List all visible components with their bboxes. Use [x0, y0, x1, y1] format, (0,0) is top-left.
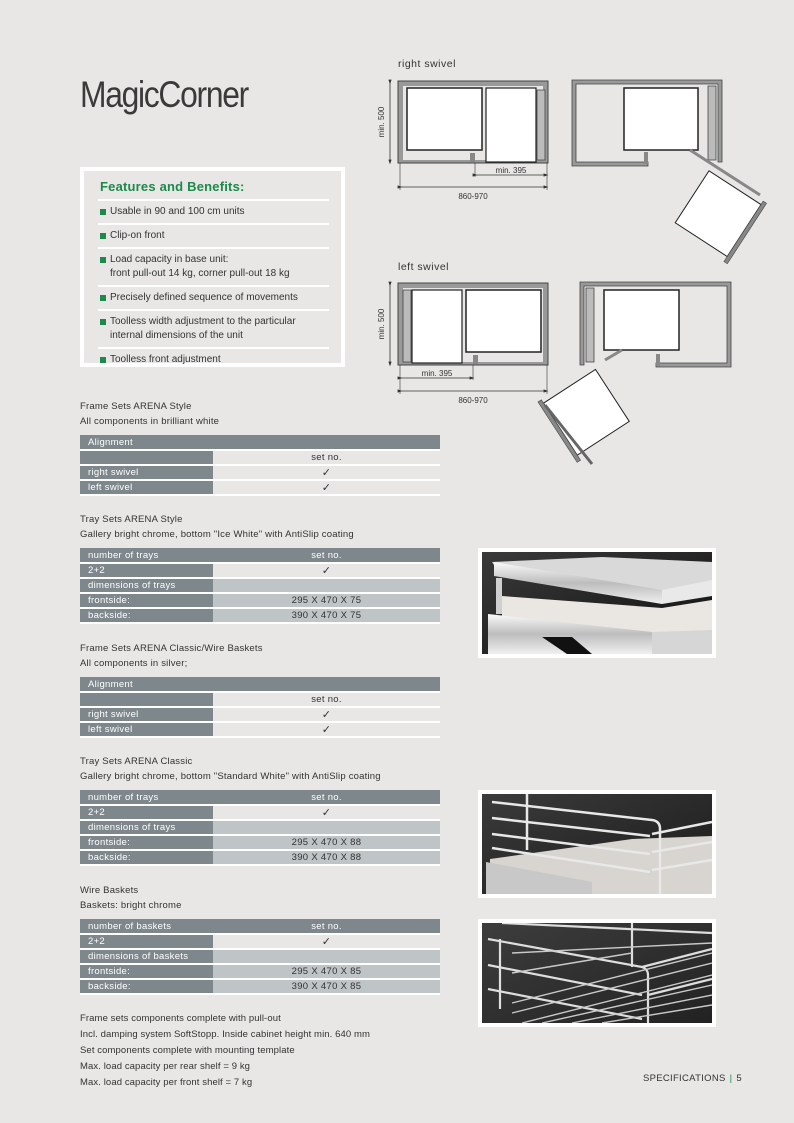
row-value-cell: set no.: [213, 692, 440, 707]
feature-text: Load capacity in base unit:: [110, 254, 229, 265]
table-row: [80, 578, 440, 593]
spec-table-frame-arena-style: [80, 435, 440, 496]
right-swivel-open-diagram: [572, 80, 767, 264]
row-label-cell: frontside:: [80, 835, 213, 850]
notes: [80, 1011, 370, 1091]
table-header-row: [80, 677, 440, 692]
section-title: Frame Sets ARENA Style: [80, 401, 192, 412]
row-value-cell: 390 X 470 X 85: [213, 979, 440, 994]
row-label-cell: 2+2: [80, 563, 213, 578]
row-value-cell: 390 X 470 X 88: [213, 850, 440, 865]
section-subtitle: Baskets: bright chrome: [80, 900, 182, 911]
left-width-dim: 860-970: [458, 396, 488, 405]
check-icon: ✓: [213, 722, 440, 737]
tray-arena-style-photo: [478, 548, 716, 658]
note-line: Incl. damping system SoftStopp. Inside cabinet height min. 640 mm: [80, 1029, 371, 1040]
row-value-cell: set no.: [213, 450, 440, 465]
table-row: [80, 964, 440, 979]
row-value-cell: set no.: [213, 548, 440, 563]
table-row: [80, 563, 440, 578]
row-label-cell: number of trays: [80, 790, 213, 805]
left-inner-dim: min. 395: [421, 369, 453, 378]
table-row: [80, 850, 440, 865]
left-swivel-label: left swivel: [398, 261, 450, 273]
row-label-cell: right swivel: [80, 465, 213, 480]
feature-text: Toolless front adjustment: [110, 354, 221, 365]
row-value-cell: set no.: [213, 919, 440, 934]
check-icon: ✓: [213, 934, 440, 949]
row-value-cell: 390 X 470 X 75: [213, 608, 440, 623]
section-subtitle: All components in brilliant white: [80, 416, 220, 427]
check-icon: ✓: [213, 563, 440, 578]
row-value-cell: [213, 820, 440, 835]
feature-text-cont: internal dimensions of the unit: [110, 330, 243, 341]
feature-text: Toolless width adjustment to the particular: [110, 316, 296, 327]
header-cell: Alignment: [80, 435, 213, 450]
table-row: [80, 450, 440, 465]
table-row: [80, 722, 440, 737]
section-heading: [80, 641, 263, 671]
table-row: [80, 934, 440, 949]
section-title: Frame Sets ARENA Classic/Wire Baskets: [80, 643, 263, 654]
feature-text: Precisely defined sequence of movements: [110, 292, 298, 303]
left-swivel-closed-diagram: [390, 283, 548, 394]
check-icon: ✓: [213, 707, 440, 722]
table-row: [80, 480, 440, 495]
section-title: Tray Sets ARENA Style: [80, 514, 183, 525]
row-label-cell: backside:: [80, 608, 213, 623]
right-depth-dim: min. 500: [377, 106, 386, 138]
row-value-cell: 295 X 470 X 85: [213, 964, 440, 979]
section-heading: [80, 883, 182, 913]
table-row: [80, 692, 440, 707]
row-label-cell: 2+2: [80, 805, 213, 820]
table-row: [80, 608, 440, 623]
row-label-cell: 2+2: [80, 934, 213, 949]
table-header-row: [80, 919, 440, 934]
note-line: Set components complete with mounting template: [80, 1045, 295, 1056]
wire-basket-photo: [478, 919, 716, 1027]
row-label-cell: number of baskets: [80, 919, 213, 934]
table-row: [80, 949, 440, 964]
row-label-cell: left swivel: [80, 722, 213, 737]
note-line: Max. load capacity per front shelf = 7 kg: [80, 1077, 253, 1088]
row-label-cell: backside:: [80, 979, 213, 994]
row-label-cell: Alignment: [80, 677, 213, 692]
spec-table-tray-arena-style: [80, 548, 440, 624]
table-row: [80, 465, 440, 480]
row-label-cell: dimensions of baskets: [80, 949, 213, 964]
section-subtitle: Gallery bright chrome, bottom "Standard White" with AntiSlip coating: [80, 771, 381, 782]
table-row: [80, 707, 440, 722]
row-value-cell: 295 X 470 X 88: [213, 835, 440, 850]
row-value-cell: [213, 949, 440, 964]
right-swivel-label: right swivel: [398, 58, 456, 70]
table-row: [80, 820, 440, 835]
section-subtitle: All components in silver;: [80, 658, 188, 669]
row-label-cell: frontside:: [80, 593, 213, 608]
page-number: 5: [736, 1073, 742, 1084]
spec-table-wire-baskets: [80, 919, 440, 995]
table-row: [80, 835, 440, 850]
feature-text: Clip-on front: [110, 230, 165, 241]
page-footer: [643, 1073, 742, 1084]
table-header-row: [80, 548, 440, 563]
table-header-row: [80, 435, 440, 450]
footer-section: SPECIFICATIONS: [642, 1073, 726, 1084]
row-value-cell: [213, 578, 440, 593]
left-depth-dim: min. 500: [377, 308, 386, 340]
check-icon: ✓: [213, 805, 440, 820]
table-row: [80, 979, 440, 994]
section-heading: [80, 399, 219, 429]
check-icon: ✓: [213, 480, 440, 495]
section-title: Tray Sets ARENA Classic: [80, 756, 193, 767]
feature-text: Usable in 90 and 100 cm units: [110, 206, 245, 217]
right-inner-dim: min. 395: [495, 166, 527, 175]
right-width-dim: 860-970: [458, 192, 488, 201]
header-cell: [213, 435, 440, 450]
features-heading: Features and Benefits:: [100, 179, 245, 194]
table-row: [80, 805, 440, 820]
row-label-cell: dimensions of trays: [80, 820, 213, 835]
row-label-cell: frontside:: [80, 964, 213, 979]
note-line: Max. load capacity per rear shelf = 9 kg: [80, 1061, 251, 1072]
row-value-cell: 295 X 470 X 75: [213, 593, 440, 608]
tray-arena-classic-photo: [478, 790, 716, 898]
row-value-cell: set no.: [213, 790, 440, 805]
section-title: Wire Baskets: [80, 885, 139, 896]
left-swivel-open-diagram: [538, 282, 731, 464]
row-label-cell: right swivel: [80, 707, 213, 722]
row-label-cell: [80, 692, 213, 707]
check-icon: ✓: [213, 465, 440, 480]
section-subtitle: Gallery bright chrome, bottom "Ice White" with AntiSlip coating: [80, 529, 354, 540]
row-value-cell: [213, 677, 440, 692]
page-title: MagicCorner: [80, 74, 248, 115]
row-label-cell: number of trays: [80, 548, 213, 563]
row-label-cell: left swivel: [80, 480, 213, 495]
spec-table-tray-arena-classic: [80, 790, 440, 866]
section-heading: [80, 754, 381, 784]
row-label-cell: backside:: [80, 850, 213, 865]
feature-text-cont: front pull-out 14 kg, corner pull-out 18 kg: [110, 268, 290, 279]
row-label-cell: [80, 450, 213, 465]
spec-table-frame-arena-classic: [80, 677, 440, 738]
row-label-cell: dimensions of trays: [80, 578, 213, 593]
table-header-row: [80, 790, 440, 805]
table-row: [80, 593, 440, 608]
footer-separator: |: [729, 1073, 733, 1084]
section-heading: [80, 512, 354, 542]
note-line: Frame sets components complete with pull-out: [80, 1013, 281, 1024]
